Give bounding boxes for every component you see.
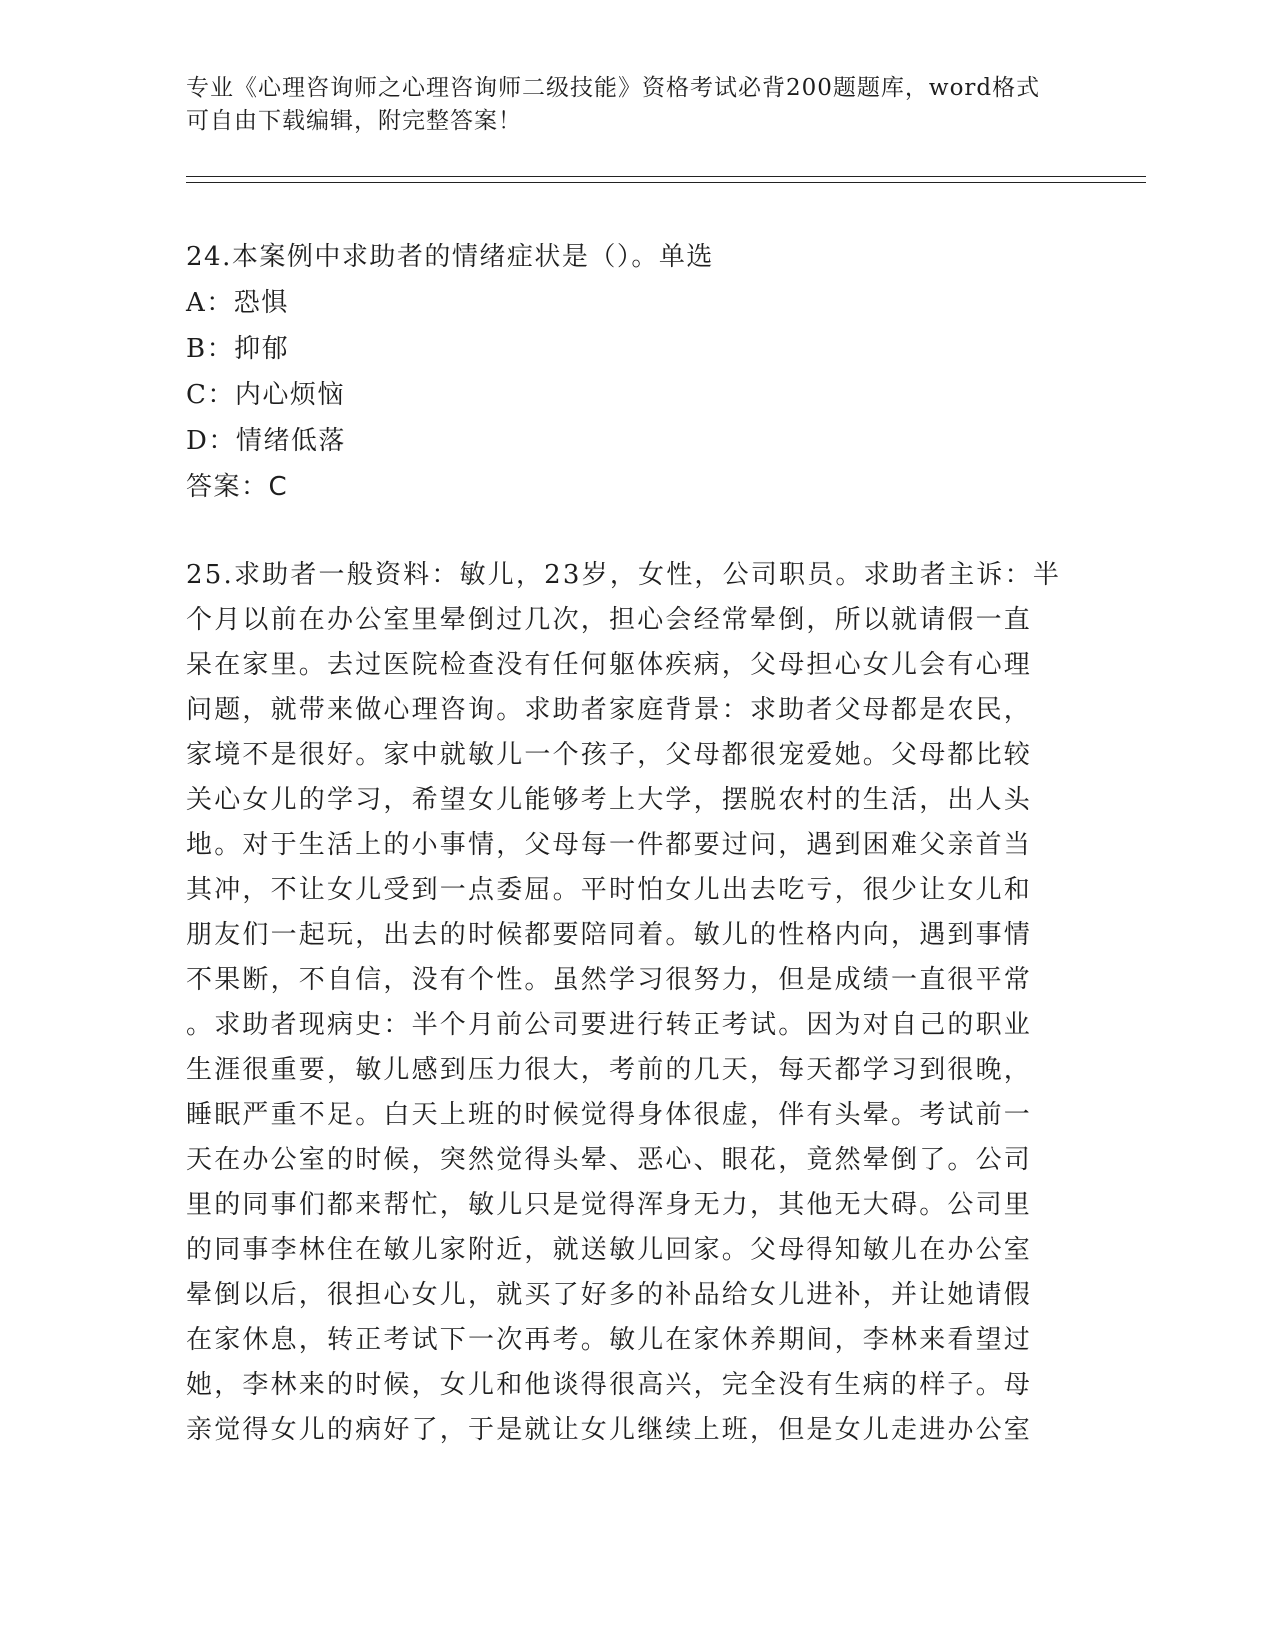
question-25-line: 。求助者现病史：半个月前公司要进行转正考试。因为对自己的职业 (186, 1010, 1033, 1040)
question-25-line: 朋友们一起玩，出去的时候都要陪同着。敏儿的性格内向，遇到事情 (186, 920, 1033, 950)
question-25-line: 亲觉得女儿的病好了，于是就让女儿继续上班，但是女儿走进办公室 (186, 1415, 1033, 1445)
header-line-1: 专业《心理咨询师之心理咨询师二级技能》资格考试必背200题题库，word格式 (186, 75, 1041, 101)
question-24-option-a: A：恐惧 (186, 288, 289, 318)
question-25-line: 睡眠严重不足。白天上班的时候觉得身体很虚，伴有头晕。考试前一 (186, 1100, 1033, 1130)
question-25-line: 天在办公室的时候，突然觉得头晕、恶心、眼花，竟然晕倒了。公司 (186, 1145, 1033, 1175)
header-line-2: 可自由下载编辑，附完整答案！ (186, 108, 522, 134)
question-25-line: 其冲，不让女儿受到一点委屈。平时怕女儿出去吃亏，很少让女儿和 (186, 875, 1033, 905)
document-header (186, 72, 1066, 138)
question-25-line: 在家休息，转正考试下一次再考。敏儿在家休养期间，李林来看望过 (186, 1325, 1033, 1355)
question-25 (186, 553, 1066, 1453)
question-25-line: 不果断，不自信，没有个性。虽然学习很努力，但是成绩一直很平常 (186, 965, 1033, 995)
question-24-option-c: C：内心烦恼 (186, 380, 345, 410)
question-25-line: 25.求助者一般资料：敏儿，23岁，女性，公司职员。求助者主诉：半 (186, 560, 1062, 590)
question-25-line: 里的同事们都来帮忙，敏儿只是觉得浑身无力，其他无大碍。公司里 (186, 1190, 1033, 1220)
question-25-line: 的同事李林住在敏儿家附近，就送敏儿回家。父母得知敏儿在办公室 (186, 1235, 1033, 1265)
question-25-line: 地。对于生活上的小事情，父母每一件都要过问，遇到困难父亲首当 (186, 830, 1033, 860)
question-25-line: 关心女儿的学习，希望女儿能够考上大学，摆脱农村的生活，出人头 (186, 785, 1033, 815)
header-rule-bottom (186, 182, 1146, 183)
question-24 (186, 234, 1086, 510)
question-24-stem: 24.本案例中求助者的情绪症状是（）。单选 (186, 242, 714, 272)
question-24-answer: 答案：C (186, 472, 289, 502)
header-rule-top (186, 176, 1146, 177)
question-25-line: 问题，就带来做心理咨询。求助者家庭背景：求助者父母都是农民， (186, 695, 1033, 725)
question-25-line: 呆在家里。去过医院检查没有任何躯体疾病，父母担心女儿会有心理 (186, 650, 1033, 680)
question-25-line: 晕倒以后，很担心女儿，就买了好多的补品给女儿进补，并让她请假 (186, 1280, 1033, 1310)
question-25-line: 家境不是很好。家中就敏儿一个孩子，父母都很宠爱她。父母都比较 (186, 740, 1033, 770)
question-24-option-d: D：情绪低落 (186, 426, 346, 456)
question-25-line: 生涯很重要，敏儿感到压力很大，考前的几天，每天都学习到很晚， (186, 1055, 1033, 1085)
question-25-line: 个月以前在办公室里晕倒过几次，担心会经常晕倒，所以就请假一直 (186, 605, 1033, 635)
question-25-line: 她，李林来的时候，女儿和他谈得很高兴，完全没有生病的样子。母 (186, 1370, 1033, 1400)
question-24-option-b: B：抑郁 (186, 334, 290, 364)
